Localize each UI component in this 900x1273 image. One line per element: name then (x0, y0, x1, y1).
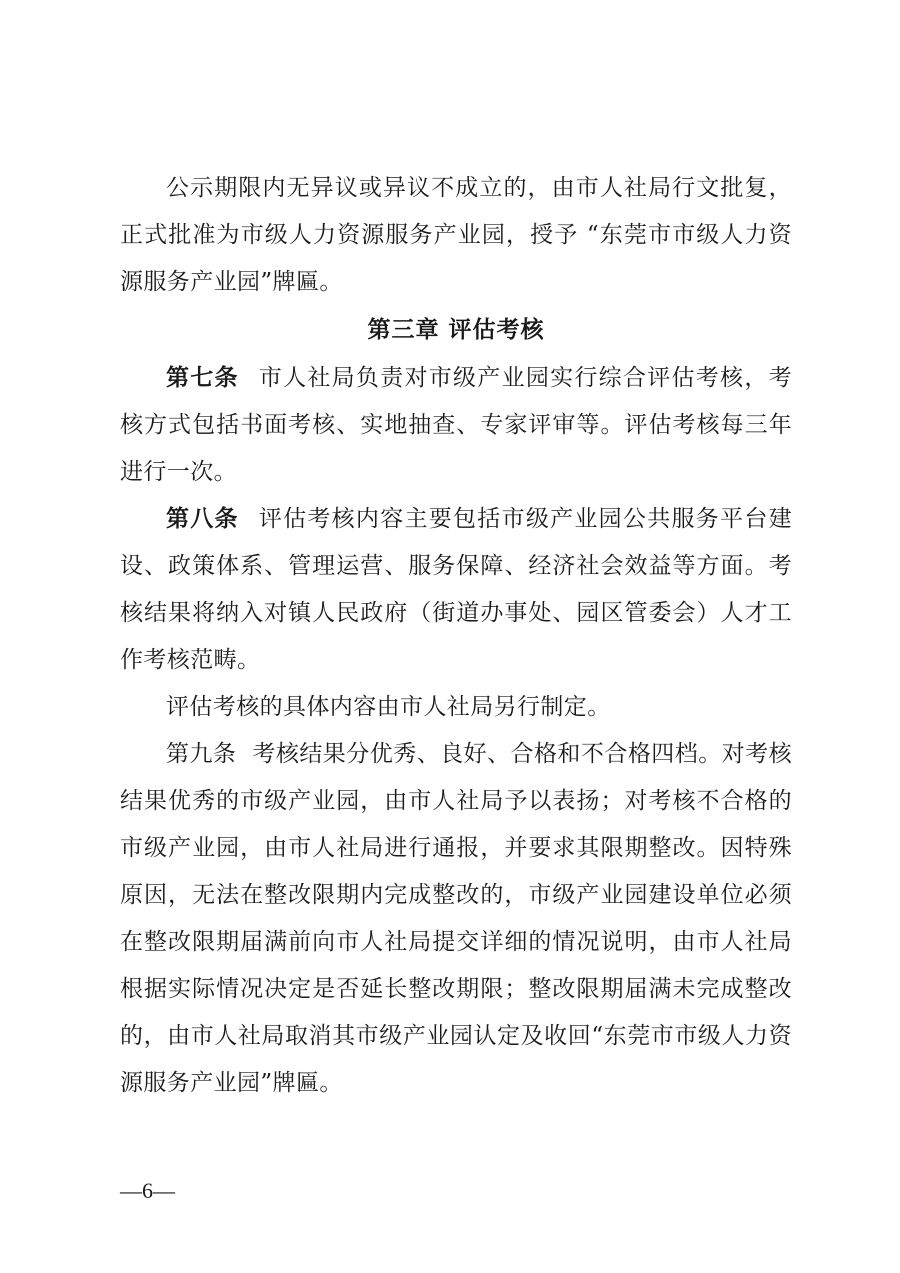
page-number: —6— (120, 1178, 175, 1203)
paragraph-approval (120, 165, 792, 306)
chapter-heading: 第三章 评估考核 (367, 317, 545, 343)
article-8-text: 评估考核内容主要包括市级产业园公共服务平台建设、政策体系、管理运营、服务保障、经济社会效益等方面。考核结果将纳入对镇人民政府（街道办事处、园区管委会）人才工作考核范畴。 (120, 506, 792, 673)
paragraph-assessment-content (120, 684, 792, 731)
article-7-text: 市人社局负责对市级产业园实行综合评估考核，考核方式包括书面考核、实地抽查、专家评审等。评估考核每三年进行一次。 (120, 365, 792, 485)
article-9-text: 考核结果分优秀、良好、合格和不合格四档。对考核结果优秀的市级产业园，由市人社局予以表扬；对考核不合格的市级产业园，由市人社局进行通报，并要求其限期整改。因特殊原因，无法在整改限期内完成整改的，市级产业园建设单位必须在整改限期届满前向市人社局提交详细的情况说明，由市人社局根据实际情况决定是否延长整改期限；整改限期届满未完成整改的，由市人社局取消其市级产业园认定及收回“东莞市市级人力资源服务产业园”牌匾。 (120, 741, 793, 1096)
article-8 (120, 496, 792, 684)
article-7-label: 第七条 (166, 365, 239, 391)
paragraph-assessment-content-text: 评估考核的具体内容由市人社局另行制定。 (166, 694, 611, 720)
article-8-label: 第八条 (166, 506, 239, 532)
article-9 (120, 731, 792, 1107)
paragraph-approval-text: 公示期限内无异议或异议不成立的，由市人社局行文批复，正式批准为市级人力资源服务产业园，授予 “东莞市市级人力资源服务产业园”牌匾。 (120, 175, 792, 295)
article-9-label: 第九条 (166, 741, 237, 767)
document-body (120, 165, 792, 1107)
article-7 (120, 355, 792, 496)
